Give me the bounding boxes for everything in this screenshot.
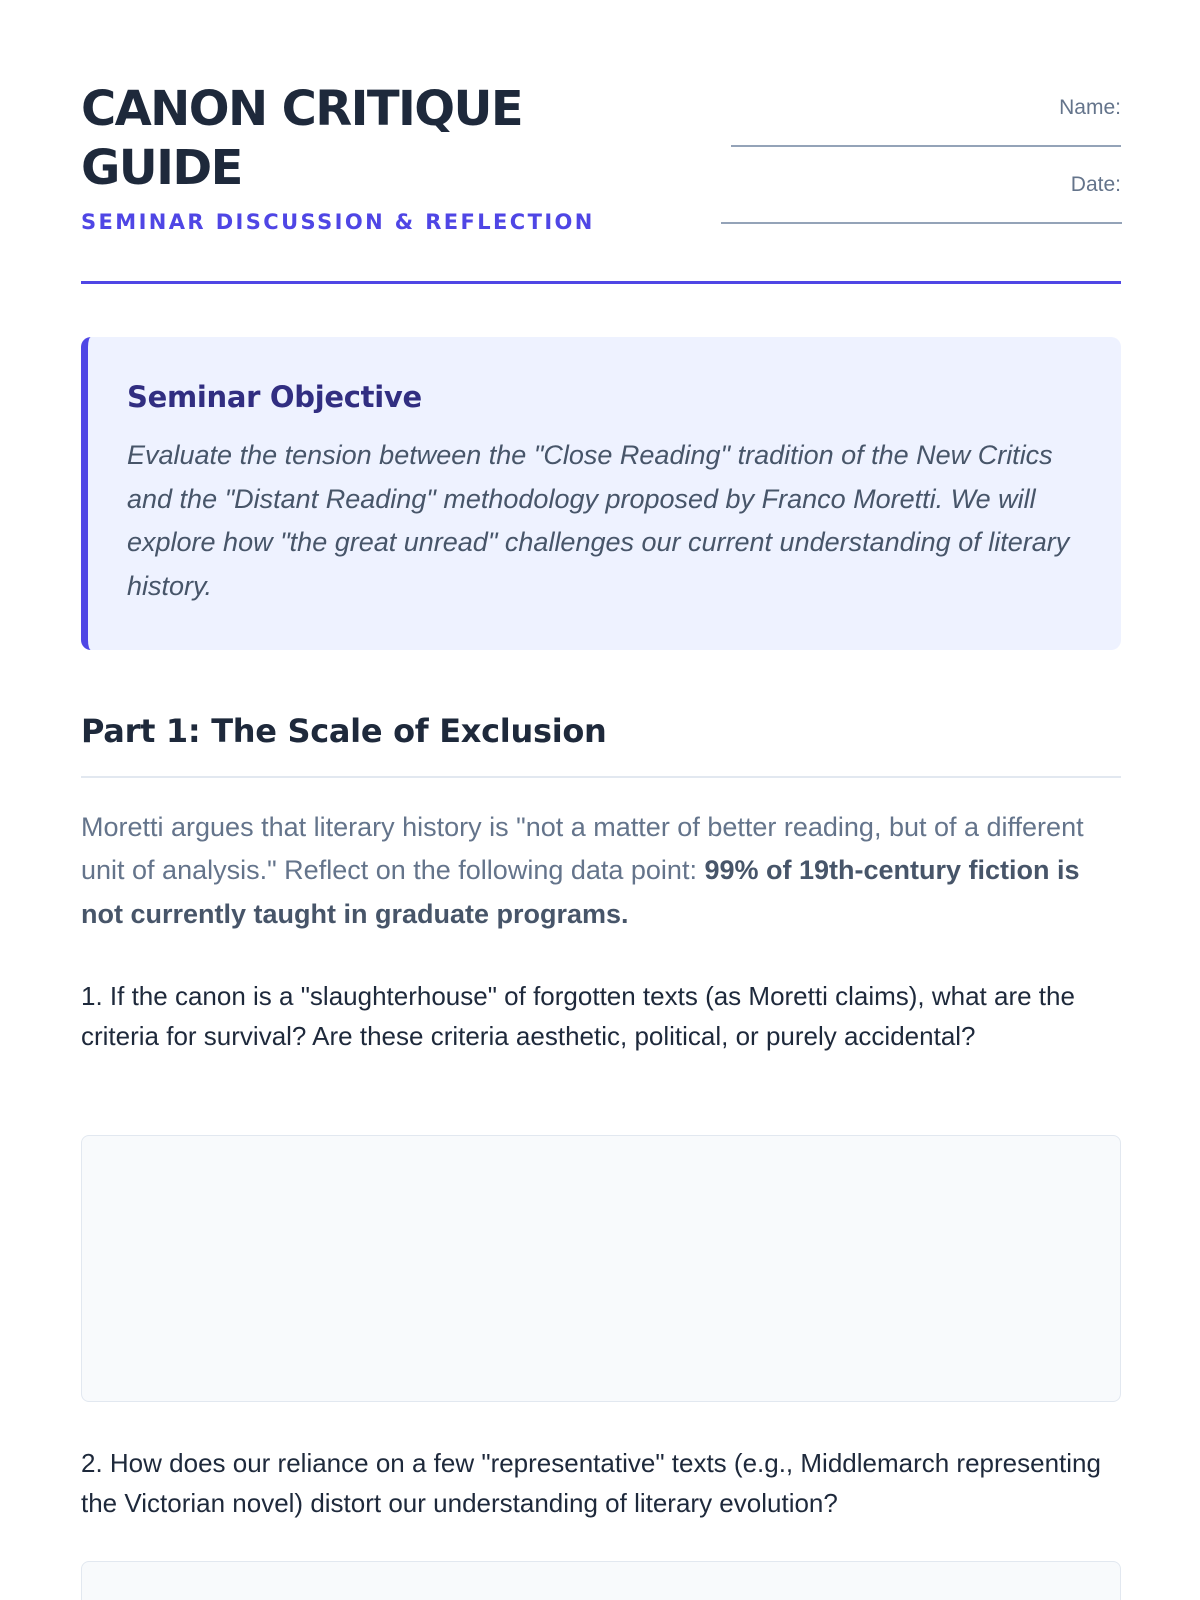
- name-label: Name:: [1059, 96, 1121, 119]
- student-info: [721, 94, 1121, 224]
- date-label: Date:: [1070, 173, 1121, 196]
- question-1: 1. If the canon is a "slaughterhouse" of forgotten texts (as Moretti claims), what are the criteria for survival? Are these criteria aesthetic, political, or purely accidental?: [81, 981, 1075, 1051]
- part-1-intro: [81, 806, 1121, 936]
- objective-text: Evaluate the tension between the "Close Reading" tradition of the New Critics and the "Distant Reading" methodology proposed by Franco Moretti. We will explore how "the great unread" challenges our current understanding of literary history.: [127, 440, 1070, 601]
- part-1-heading: Part 1: The Scale of Exclusion: [81, 712, 1121, 778]
- objective-heading: Seminar Objective: [127, 380, 422, 414]
- page-subtitle: SEMINAR DISCUSSION & REFLECTION: [81, 210, 595, 234]
- question-2: 2. How does our reliance on a few "representative" texts (e.g., Middlemarch representing the Victorian novel) distort our understanding of literary evolution?: [81, 1448, 1101, 1518]
- answer-box-2[interactable]: [81, 1561, 1121, 1600]
- answer-box-1[interactable]: [81, 1135, 1121, 1402]
- page-header: [81, 80, 1121, 284]
- date-field[interactable]: [721, 222, 1122, 224]
- page-title: CANON CRITIQUE GUIDE: [81, 81, 523, 196]
- seminar-objective-box: [81, 337, 1121, 650]
- name-field[interactable]: [731, 145, 1121, 147]
- part-1-intro-text: Moretti argues that literary history is "not a matter of better reading, but of a different unit of analysis." Reflect on the following data point:: [81, 812, 1084, 886]
- part-1-intro-highlight: 99% of 19th-century fiction is not currently taught in graduate programs.: [81, 855, 1080, 929]
